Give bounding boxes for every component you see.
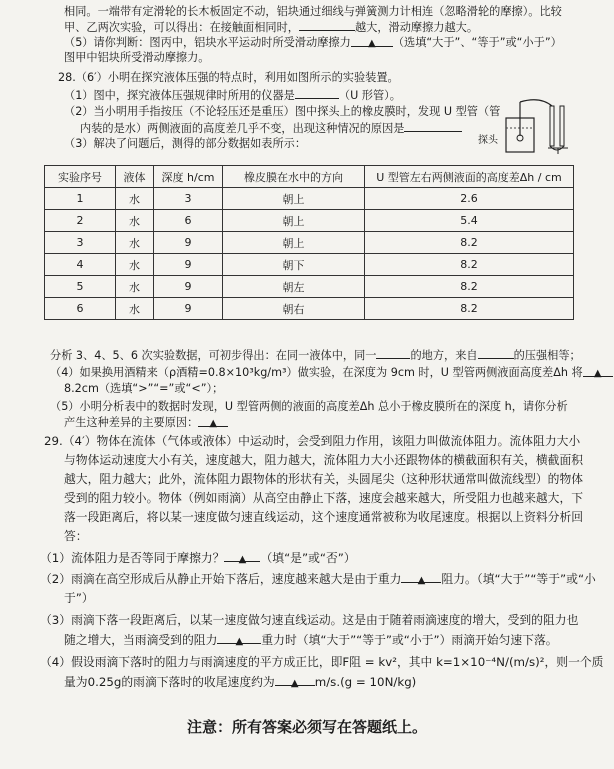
q29-paragraph-line2: 与物体运动速度大小有关，速度越大，阻力越大，流体阻力大小还跟物体的横截面积有关，横截面积 xyxy=(64,453,584,467)
q29-q3-line1: （3）雨滴下落一段距离后，以某一速度做匀速直线运动。这是由于随着雨滴速度的增大，受到的阻力也 xyxy=(40,613,579,627)
q29-q3-line2 xyxy=(64,632,558,648)
q28-analysis xyxy=(50,347,581,363)
prev-text-line-2 xyxy=(64,19,478,35)
q28-p5b: 产生这种差异的主要原因： xyxy=(64,416,199,429)
table-cell: 6 xyxy=(154,210,223,232)
q28-p1a: （1）图中，探究液体压强规律时所用的仪器是 xyxy=(64,89,295,102)
prev-text-3a: （5）请你判断：图丙中，铝块水平运动时所受滑动摩擦力 xyxy=(64,36,351,49)
q29-paragraph-line3: 越大，阻力越大；此外，流体阻力跟物体的形状有关，头圆尾尖（这种形状通常叫做流线型）的物体 xyxy=(64,472,584,486)
q28-part3: （3）解决了问题后，测得的部分数据如表所示： xyxy=(64,137,307,150)
table-cell: 5.4 xyxy=(365,210,574,232)
q28-heading: 28.（6′）小明在探究液体压强的特点时，利用如图所示的实验装置。 xyxy=(58,71,399,84)
prev-text-line-3 xyxy=(64,35,562,50)
col-header: 深度 h/cm xyxy=(154,166,223,188)
table-cell: 9 xyxy=(154,232,223,254)
table-header-row xyxy=(45,166,574,188)
q28-analysis-a: 分析 3、4、5、6 次实验数据，可初步得出：在同一液体中，同一 xyxy=(50,349,377,362)
q29-q4b: 量为0.25g的雨滴下落时的收尾速度约为 xyxy=(64,675,275,689)
q29-q2-line1 xyxy=(40,571,596,587)
prev-text-3b: （选填“大于”、“等于”或“小于”） xyxy=(392,36,562,49)
answer-mark: ▲ xyxy=(593,368,602,379)
prev-text-line-1: 相同。一端带有定滑轮的长木板固定不动，铝块通过细线与弹簧测力计相连（忽略滑轮的摩擦）。比较 xyxy=(64,5,562,18)
experiment-data-table xyxy=(44,165,574,320)
q28-part4-line2: 8.2cm（选填“>”“=”或“<”）； xyxy=(64,382,224,395)
prev-text-2a: 甲、乙两次实验，可以得出：在接触面相同时， xyxy=(64,21,299,34)
table-cell: 朝下 xyxy=(223,254,365,276)
table-cell: 朝左 xyxy=(223,276,365,298)
table-row xyxy=(45,298,574,320)
u-tube-apparatus-figure xyxy=(500,96,580,160)
q28-part5-line1: （5）小明分析表中的数据时发现，U 型管两侧的液面的高度差Δh 总小于橡皮膜所在的深度 h，请你分析 xyxy=(50,400,568,413)
table-cell: 朝上 xyxy=(223,188,365,210)
q29-q1b: （填“是”或“否”） xyxy=(260,551,356,565)
table-cell: 8.2 xyxy=(365,232,574,254)
answer-blank xyxy=(351,35,393,47)
table-cell: 水 xyxy=(116,276,154,298)
table-row xyxy=(45,254,574,276)
q29-q1 xyxy=(40,550,356,566)
table-row xyxy=(45,210,574,232)
q28-part4-line1 xyxy=(50,365,613,380)
table-cell: 8.2 xyxy=(365,254,574,276)
table-cell: 朝右 xyxy=(223,298,365,320)
prev-text-2b: 越大，滑动摩擦力越大。 xyxy=(354,21,479,34)
answer-mark: ▲ xyxy=(290,678,299,689)
q29-q2-line2: 于”） xyxy=(64,591,94,605)
q29-q2b: 阻力。（填“大于”“等于”或“小 xyxy=(441,572,596,586)
prev-text-line-4: 图甲中铝块所受滑动摩擦力。 xyxy=(64,51,210,64)
q28-part2-line1: （2）当小明用手指按压（不论轻压还是重压）图中探头上的橡皮膜时，发现 U 型管（管 xyxy=(64,105,501,118)
q28-p1b: （U 形管）。 xyxy=(338,89,401,102)
col-header: 液体 xyxy=(116,166,154,188)
answer-blank xyxy=(224,550,260,565)
table-cell: 水 xyxy=(116,298,154,320)
q28-part2-line2 xyxy=(80,120,462,136)
answer-blank xyxy=(295,87,339,99)
answer-mark: ▲ xyxy=(367,38,376,49)
table-row xyxy=(45,188,574,210)
table-cell: 6 xyxy=(45,298,116,320)
q29-paragraph-line1: 29.（4′）物体在流体（气体或液体）中运动时，会受到阻力作用，该阻力叫做流体阻力。流体阻力大小 xyxy=(44,434,581,448)
table-cell: 朝上 xyxy=(223,210,365,232)
answer-blank xyxy=(478,347,514,359)
q29-paragraph-line6: 答： xyxy=(64,529,88,543)
answer-blank xyxy=(583,365,613,377)
answer-blank xyxy=(299,19,355,31)
table-cell: 9 xyxy=(154,298,223,320)
q28-p4a: （4）如果换用酒精来（ρ酒精=0.8×10³kg/m³）做实验，在深度为 9cm 时，U 型管两侧液面高度差Δh 将 xyxy=(50,366,583,379)
table-cell: 3 xyxy=(154,188,223,210)
table-cell: 8.2 xyxy=(365,298,574,320)
q28-part1 xyxy=(64,87,401,103)
answer-blank xyxy=(198,415,228,427)
answer-mark: ▲ xyxy=(235,636,244,647)
table-cell: 水 xyxy=(116,232,154,254)
table-cell: 水 xyxy=(116,210,154,232)
answer-blank xyxy=(275,674,315,689)
footer-note: 注意：所有答案必须写在答题纸上。 xyxy=(186,718,427,736)
q29-q4c: m/s.(g = 10N/kg) xyxy=(314,675,417,689)
u-tube-apparatus-icon xyxy=(500,96,580,156)
table-row xyxy=(45,276,574,298)
answer-blank xyxy=(404,120,462,132)
q29-paragraph-line5: 落一段距离后，将以某一速度做匀速直线运动，这个速度通常被称为收尾速度。根据以上资料分析回 xyxy=(64,510,584,524)
q28-analysis-c: 的压强相等； xyxy=(513,349,581,362)
q29-q4-line2 xyxy=(64,674,416,690)
q29-q2a: （2）雨滴在高空形成后从静止开始下落后，速度越来越大是由于重力 xyxy=(40,572,402,586)
table-cell: 9 xyxy=(154,276,223,298)
answer-mark: ▲ xyxy=(417,575,426,586)
answer-blank xyxy=(217,632,261,647)
q29-q4-line1: （4）假设雨滴下落时的阻力与雨滴速度的平方成正比，即F阻 = kv²，其中 k=1×10⁻⁴N/(m/s)²，则一个质 xyxy=(40,655,604,669)
table-cell: 9 xyxy=(154,254,223,276)
q28-analysis-b: 的地方，来自 xyxy=(410,349,478,362)
table-cell: 2.6 xyxy=(365,188,574,210)
table-cell: 朝上 xyxy=(223,232,365,254)
table-cell: 水 xyxy=(116,254,154,276)
col-header: 橡皮膜在水中的方向 xyxy=(223,166,365,188)
col-header: 实验序号 xyxy=(45,166,116,188)
answer-mark: ▲ xyxy=(238,554,247,565)
q29-q3b: 随之增大，当雨滴受到的阻力 xyxy=(64,633,218,647)
table-cell: 1 xyxy=(45,188,116,210)
q29-q3c: 重力时（填“大于”“等于”或“小于”）雨滴开始匀速下落。 xyxy=(261,633,558,647)
table-cell: 4 xyxy=(45,254,116,276)
table-cell: 8.2 xyxy=(365,276,574,298)
q28-part5-line2 xyxy=(64,415,228,430)
q29-q1a: （1）流体阻力是否等同于摩擦力？ xyxy=(40,551,225,565)
q29-paragraph-line4: 受到的阻力较小。物体（例如雨滴）从高空由静止下落，速度会越来越大，所受阻力也越来越大，下 xyxy=(64,491,584,505)
col-header: U 型管左右两侧液面的高度差Δh / cm xyxy=(365,166,574,188)
answer-mark: ▲ xyxy=(209,418,218,429)
table-cell: 3 xyxy=(45,232,116,254)
table-cell: 2 xyxy=(45,210,116,232)
table-row xyxy=(45,232,574,254)
answer-blank xyxy=(376,347,410,359)
q28-p2b: 内装的是水）两侧液面的高度差几乎不变，出现这种情况的原因是 xyxy=(80,122,405,135)
table-cell: 水 xyxy=(116,188,154,210)
answer-blank xyxy=(401,571,441,586)
probe-label: 探头 xyxy=(478,135,498,146)
table-cell: 5 xyxy=(45,276,116,298)
